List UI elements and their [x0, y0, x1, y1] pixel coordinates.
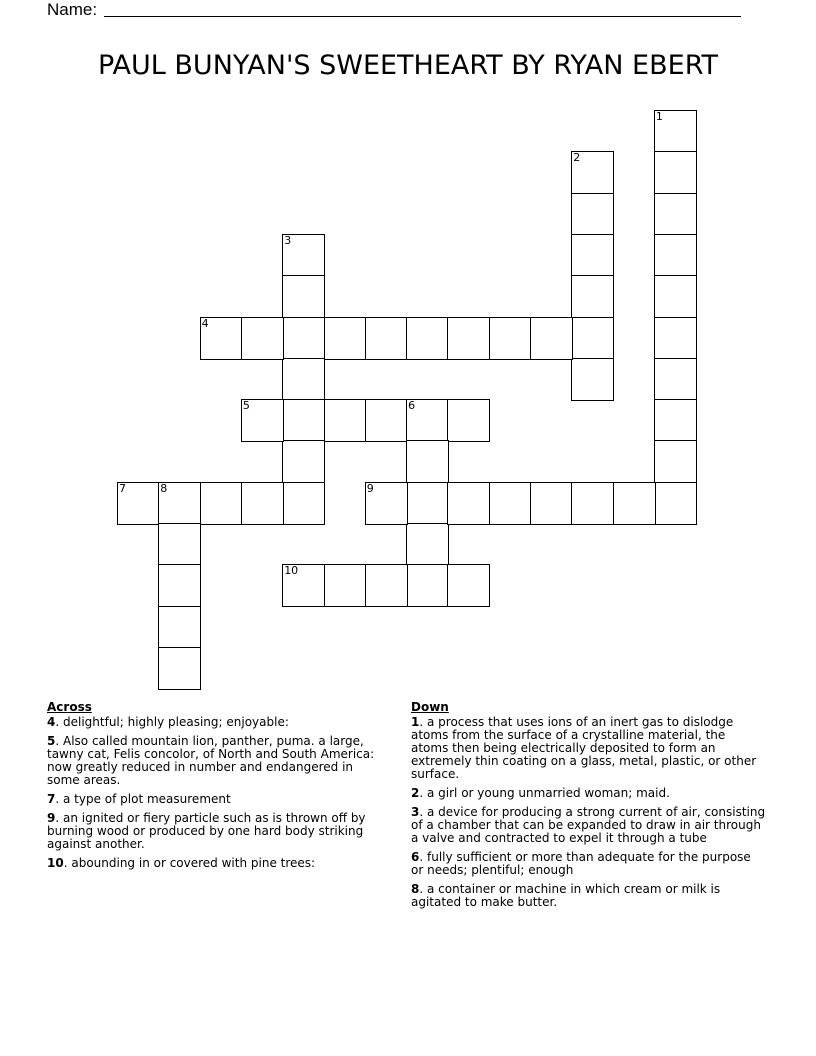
grid-cell[interactable]: [282, 317, 325, 360]
across-clues: [47, 701, 387, 876]
grid-cell[interactable]: [282, 275, 325, 318]
grid-cell[interactable]: [530, 317, 573, 360]
down-clue: 6. fully sufficient or more than adequate for the purpose or needs; plentiful; enough: [411, 850, 751, 877]
across-clue: 7. a type of plot measurement: [47, 792, 231, 806]
grid-cell[interactable]: [365, 564, 408, 607]
grid-cell[interactable]: [530, 482, 573, 525]
clue-number: 5: [242, 399, 250, 413]
grid-cell[interactable]: [282, 564, 325, 607]
clue-number: 3: [411, 805, 420, 819]
grid-cell[interactable]: [241, 317, 284, 360]
clue-text: Also called mountain lion, panther, puma. a large, tawny cat, Felis concolor, of North and South America: now greatly reduced in number and endangered in some areas.: [47, 734, 375, 787]
clue-number: 3: [284, 233, 292, 247]
down-clues: [411, 701, 766, 915]
page-title: PAUL BUNYAN'S SWEETHEART BY RYAN EBERT: [98, 50, 718, 81]
grid-cell[interactable]: [571, 275, 614, 318]
across-clue: 5. Also called mountain lion, panther, puma. a large, tawny cat, Felis concolor, of North and South America: now greatly reduced in number and endangered in some areas.: [47, 734, 375, 787]
grid-cell[interactable]: [158, 482, 201, 525]
grid-cell[interactable]: [654, 151, 697, 194]
grid-cell[interactable]: [158, 647, 201, 690]
grid-cell[interactable]: [158, 564, 201, 607]
across-clue: 10. abounding in or covered with pine trees:: [47, 856, 316, 870]
grid-cell[interactable]: [571, 317, 614, 360]
clue-number: 7: [47, 792, 56, 806]
grid-cell[interactable]: [489, 317, 532, 360]
across-clue: 9. an ignited or fiery particle such as is thrown off by burning wood or produced by one hard body striking against another.: [47, 811, 366, 851]
down-clue: 8. a container or machine in which cream or milk is agitated to make butter.: [411, 882, 721, 909]
name-label: Name:: [47, 0, 98, 19]
clue-text: a process that uses ions of an inert gas to dislodge atoms from the surface of a crystalline material, the atoms then being electrically deposited to form an extremely thin coating on a glass, metal, plastic, or other surface.: [411, 715, 757, 781]
grid-cell[interactable]: [613, 482, 656, 525]
grid-cell[interactable]: [117, 482, 160, 525]
grid-cell[interactable]: [654, 399, 697, 442]
grid-cell[interactable]: [447, 399, 490, 442]
clue-number: 5: [47, 734, 56, 748]
grid-cell[interactable]: [406, 564, 449, 607]
down-clue: 2. a girl or young unmarried woman; maid.: [411, 786, 670, 800]
grid-cell[interactable]: [654, 440, 697, 483]
grid-cell[interactable]: [365, 399, 408, 442]
grid-cell[interactable]: [654, 193, 697, 236]
across-heading: Across: [47, 700, 92, 714]
grid-cell[interactable]: [365, 482, 408, 525]
down-clue-list: [411, 716, 766, 909]
grid-cell[interactable]: [406, 317, 449, 360]
grid-cell[interactable]: [282, 482, 325, 525]
grid-cell[interactable]: [571, 358, 614, 401]
clue-text: delightful; highly pleasing; enjoyable:: [63, 715, 289, 729]
clue-number: 1: [411, 715, 420, 729]
clue-text: fully sufficient or more than adequate for the purpose or needs; plentiful; enough: [411, 850, 751, 877]
grid-cell[interactable]: [365, 317, 408, 360]
clue-number: 4: [47, 715, 56, 729]
grid-cell[interactable]: [447, 317, 490, 360]
clue-number: 8: [160, 481, 168, 495]
grid-cell[interactable]: [571, 234, 614, 277]
clue-number: 4: [201, 316, 209, 330]
grid-cell[interactable]: [324, 564, 367, 607]
grid-cell[interactable]: [406, 399, 449, 442]
grid-cell[interactable]: [654, 317, 697, 360]
grid-cell[interactable]: [241, 482, 284, 525]
grid-cell[interactable]: [158, 606, 201, 649]
clue-number: 2: [573, 151, 581, 165]
clue-number: 6: [408, 399, 416, 413]
grid-cell[interactable]: [282, 234, 325, 277]
grid-cell[interactable]: [241, 399, 284, 442]
clue-number: 9: [47, 811, 56, 825]
grid-cell[interactable]: [158, 523, 201, 566]
grid-cell[interactable]: [324, 317, 367, 360]
grid-cell[interactable]: [489, 482, 532, 525]
clue-text: a girl or young unmarried woman; maid.: [427, 786, 670, 800]
grid-cell[interactable]: [406, 440, 449, 483]
grid-cell[interactable]: [654, 234, 697, 277]
clue-number: 1: [655, 110, 663, 123]
grid-cell[interactable]: [654, 358, 697, 401]
down-clue: 1. a process that uses ions of an inert gas to dislodge atoms from the surface of a crystalline material, the atoms then being electrically deposited to form an extremely thin coating on a glass, metal, plastic, or other surface.: [411, 715, 757, 781]
grid-cell[interactable]: [447, 564, 490, 607]
clue-text: a device for producing a strong current of air, consisting of a chamber that can be expanded to draw in air through a valve and contracted to expel it through a tube: [411, 805, 766, 845]
grid-cell[interactable]: [654, 275, 697, 318]
clue-number: 6: [411, 850, 420, 864]
clue-number: 9: [366, 481, 374, 495]
clue-number: 7: [119, 481, 126, 495]
grid-cell[interactable]: [571, 482, 614, 525]
grid-cell[interactable]: [282, 440, 325, 483]
grid-cell[interactable]: [447, 482, 490, 525]
clue-number: 2: [411, 786, 420, 800]
grid-cell[interactable]: [324, 399, 367, 442]
across-clue-list: [47, 716, 387, 870]
grid-cell[interactable]: [571, 193, 614, 236]
grid-cell[interactable]: [406, 482, 449, 525]
grid-cell[interactable]: [282, 358, 325, 401]
grid-cell[interactable]: [282, 399, 325, 442]
grid-cell[interactable]: [571, 151, 614, 194]
grid-cell[interactable]: [654, 110, 697, 153]
grid-cell[interactable]: [406, 523, 449, 566]
clue-number: 8: [411, 882, 420, 896]
grid-cell[interactable]: [654, 482, 697, 525]
across-clue: 4. delightful; highly pleasing; enjoyable:: [47, 715, 289, 729]
grid-cell[interactable]: [200, 317, 243, 360]
clue-text: a type of plot measurement: [63, 792, 231, 806]
clue-text: an ignited or fiery particle such as is thrown off by burning wood or produced by one hard body striking against another.: [47, 811, 366, 851]
clue-text: abounding in or covered with pine trees:: [71, 856, 316, 870]
grid-cell[interactable]: [200, 482, 243, 525]
clue-number: 10: [284, 564, 299, 578]
clue-text: a container or machine in which cream or milk is agitated to make butter.: [411, 882, 721, 909]
down-clue: 3. a device for producing a strong current of air, consisting of a chamber that can be expanded to draw in air through a valve and contracted to expel it through a tube: [411, 805, 766, 845]
clue-number: 10: [47, 856, 64, 870]
down-heading: Down: [411, 700, 449, 714]
